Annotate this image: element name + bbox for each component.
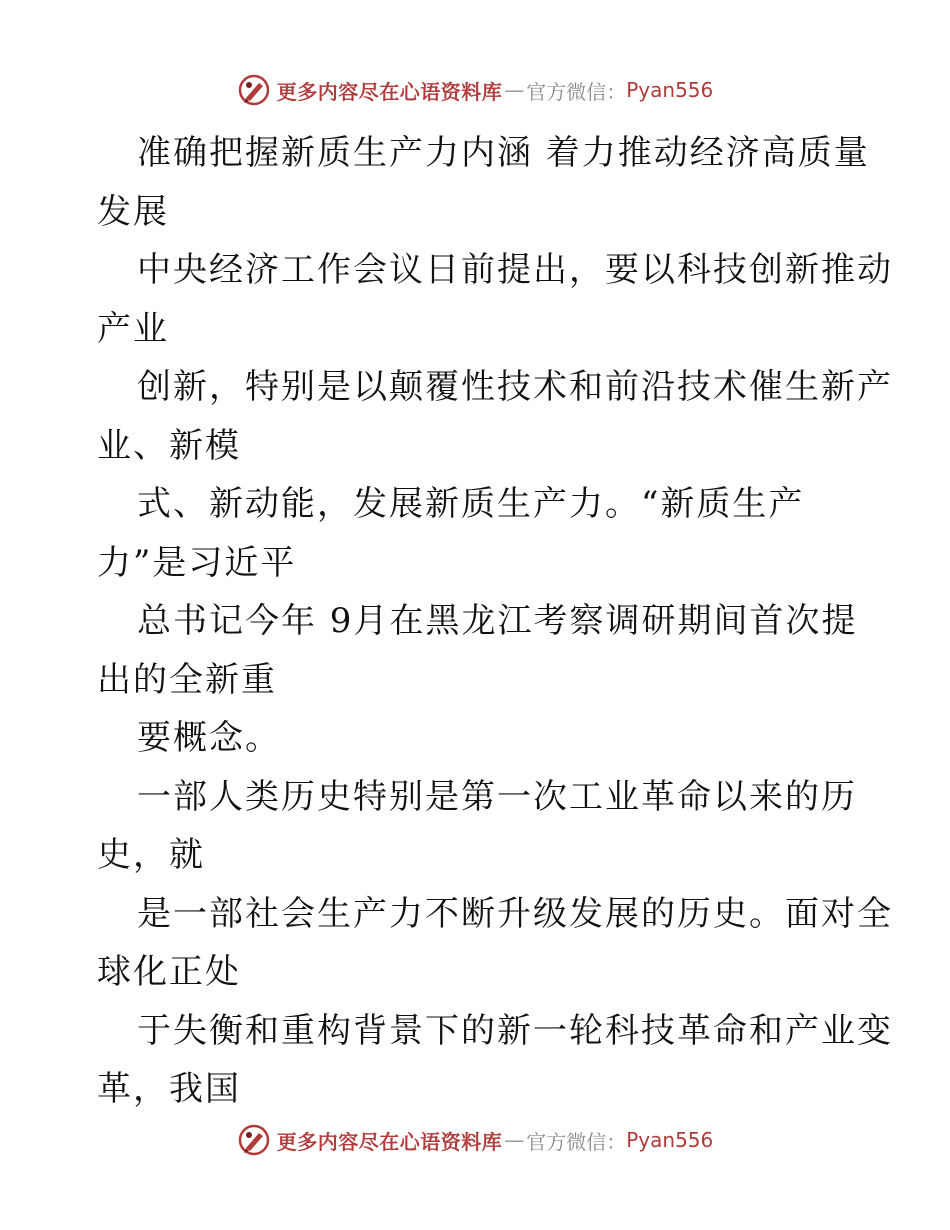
banner-official-label: 官方微信：	[526, 1129, 627, 1154]
body-line: 产业	[97, 308, 169, 349]
header-watermark-banner	[0, 70, 950, 110]
body-line: 一部人类历史特别是第一次工业革命以来的历	[137, 776, 857, 817]
body-line: 力”是习近平	[97, 542, 297, 583]
banner-brand-text: 更多内容尽在心语资料库	[276, 79, 503, 104]
pen-logo-icon	[237, 1123, 271, 1157]
body-line: 出的全新重	[97, 659, 277, 700]
document-body	[97, 124, 893, 1119]
body-line: 革，我国	[97, 1069, 241, 1109]
document-title-line-2: 发展	[97, 191, 169, 232]
footer-watermark-banner	[0, 1120, 950, 1160]
body-line: 业、新模	[97, 425, 241, 466]
body-line: 是一部社会生产力不断升级发展的历史。面对全	[137, 893, 893, 934]
banner-dash: —	[504, 78, 525, 102]
body-line: 要概念。	[137, 718, 281, 758]
banner-brand-text: 更多内容尽在心语资料库	[276, 1129, 503, 1154]
body-line: 总书记今年 9月在黑龙江考察调研期间首次提	[137, 601, 858, 641]
banner-official-label: 官方微信：	[526, 79, 627, 104]
body-line: 于失衡和重构背景下的新一轮科技革命和产业变	[137, 1010, 893, 1051]
banner-dash: —	[504, 1128, 525, 1152]
body-line: 创新，特别是以颠覆性技术和前沿技术催生新产	[137, 367, 893, 407]
body-line: 式、新动能，发展新质生产力。“新质生产	[137, 484, 805, 524]
document-title-line-1: 准确把握新质生产力内涵 着力推动经济高质量	[137, 133, 870, 173]
body-line: 中央经济工作会议日前提出，要以科技创新推动	[137, 250, 893, 290]
body-line: 球化正处	[97, 952, 241, 992]
banner-wechat-id: Pyan556	[626, 78, 714, 102]
pen-logo-icon	[237, 73, 271, 107]
body-line: 史，就	[97, 835, 205, 875]
banner-wechat-id: Pyan556	[626, 1128, 714, 1152]
